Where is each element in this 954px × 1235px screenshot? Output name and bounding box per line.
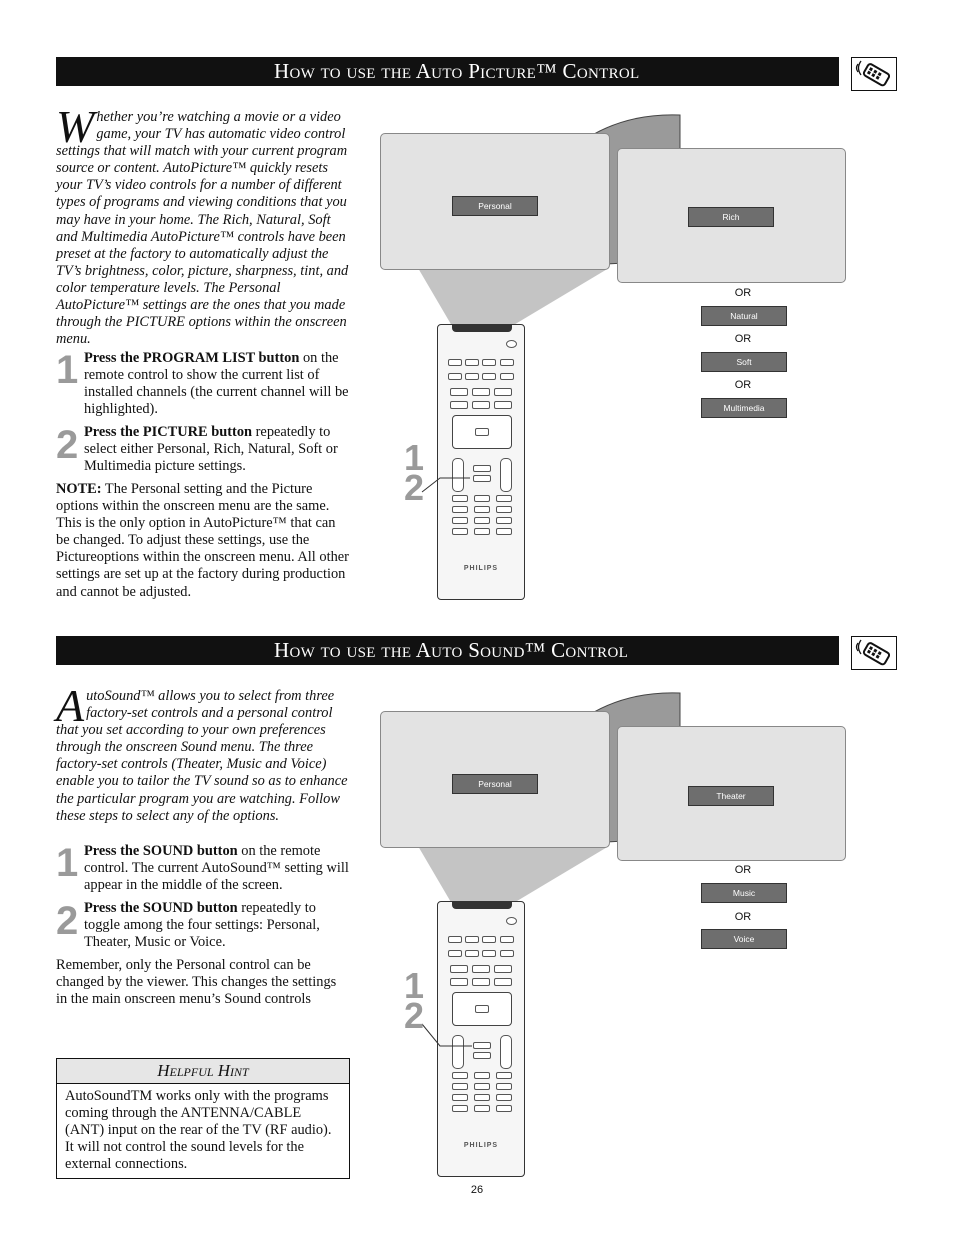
digit-key (496, 1094, 512, 1101)
intro-text: hether you’re watching a movie or a video game, your TV has automatic video control settings that will match with your current program source or content. AutoPicture™ quickly resets your TV’s video controls for a number of different types of programs and viewing conditions that you may have in your home. The Rich, Natural, Soft and Multimedia AutoPicture™ controls have been preset at the factory to automatically adjust the TV’s brightness, color, picture, sharpness, tint, and color temperature levels. The Personal AutoPicture™ settings are the ones that you made through the PICTURE options within the onscreen menu. (56, 109, 349, 348)
step-2-text (84, 900, 350, 951)
note-paragraph (56, 481, 351, 601)
digit-key (452, 1083, 468, 1090)
remote-key (465, 950, 479, 957)
remote-control-icon (851, 57, 897, 91)
digit-key (452, 528, 468, 535)
remote-key (450, 401, 468, 409)
setting-label-soft: Soft (701, 352, 787, 372)
hint-title: Helpful Hint (57, 1059, 349, 1084)
dropcap: W (56, 101, 95, 152)
remote-key (472, 388, 490, 396)
section-title-auto-picture: How to use the Auto Picture™ Control (56, 57, 839, 86)
digit-key (496, 517, 512, 524)
digit-key (496, 495, 512, 502)
step-2-button-name: Press the SOUND button (84, 900, 238, 916)
callout-number-1: 1 (404, 437, 425, 478)
remote-key (482, 373, 496, 380)
remote-key (465, 936, 479, 943)
or-label: OR (734, 379, 752, 391)
step-1-text (84, 350, 350, 418)
remote-key (448, 359, 462, 366)
remote-key (448, 950, 462, 957)
digit-key (474, 528, 490, 535)
step-1-button-name: Press the PROGRAM LIST button (84, 350, 300, 366)
remote-key (482, 359, 496, 366)
remote-key (472, 978, 490, 986)
digit-key (496, 1083, 512, 1090)
digit-key (496, 1072, 512, 1079)
digit-key (474, 517, 490, 524)
step-2-description: repeatedly to select either Personal, Rich, Natural, Soft or Multimedia picture settings. (84, 424, 338, 475)
remote-key (500, 373, 514, 380)
remote-key (494, 388, 512, 396)
step-1-description: on the remote control. The current AutoSound™ setting will appear in the middle of the screen. (84, 843, 349, 894)
callout-number-1: 1 (404, 965, 425, 1006)
remote-key (494, 978, 512, 986)
remote-key (472, 401, 490, 409)
remote-key (472, 965, 490, 973)
step-2-button-name: Press the PICTURE button (84, 424, 253, 440)
setting-label-theater: Theater (688, 786, 774, 806)
digit-key (452, 1094, 468, 1101)
intro-paragraph-sound (56, 680, 351, 825)
or-label: OR (734, 911, 752, 923)
channel-rocker (500, 1035, 512, 1069)
remote-control-icon (851, 636, 897, 670)
step-number-2: 2 (56, 423, 79, 467)
remote-ir-window (452, 325, 512, 332)
channel-rocker (500, 458, 512, 492)
digit-key (474, 1083, 490, 1090)
remote-key (450, 978, 468, 986)
digit-key (452, 1105, 468, 1112)
remote-brand-logo: PHILIPS (463, 1142, 499, 1149)
remote-key (482, 936, 496, 943)
step-number-1: 1 (56, 348, 79, 392)
callout-number-2: 2 (404, 995, 425, 1036)
setting-label-natural: Natural (701, 306, 787, 326)
remote-key (494, 965, 512, 973)
setting-label-voice: Voice (701, 929, 787, 949)
remote-key (465, 359, 479, 366)
remote-key (500, 359, 514, 366)
digit-key (496, 528, 512, 535)
callout-number-2: 2 (404, 467, 425, 508)
digit-key (474, 1094, 490, 1101)
digit-key (496, 1105, 512, 1112)
power-button (506, 340, 517, 348)
step-number-2: 2 (56, 899, 79, 943)
remote-key (482, 950, 496, 957)
setting-label-rich: Rich (688, 207, 774, 227)
remote-key (448, 373, 462, 380)
helpful-hint-box (56, 1058, 350, 1179)
setting-label-personal: Personal (452, 196, 538, 216)
digit-key (474, 1072, 490, 1079)
intro-text: utoSound™ allows you to select from three factory-set controls and a personal control that you set according to your own preferences through the onscreen Sound menu. The three factory-set controls (Theater, Music and Voice) enable you to tailor the TV sound so as to enhance the particular program you are watching. Follow these steps to select any of the options. (56, 688, 348, 824)
power-button (506, 917, 517, 925)
step-number-1: 1 (56, 841, 79, 885)
step-1-button-name: Press the SOUND button (84, 843, 238, 859)
step-1-text (84, 843, 350, 894)
digit-key (452, 1072, 468, 1079)
remote-key (500, 936, 514, 943)
section-title-auto-sound: How to use the Auto Sound™ Control (56, 636, 839, 665)
remote-key (465, 373, 479, 380)
dropcap: A (56, 680, 85, 731)
step-2-text (84, 424, 350, 475)
ok-button (475, 428, 489, 436)
remote-brand-logo: PHILIPS (463, 565, 499, 572)
remote-ir-window (452, 902, 512, 909)
or-label: OR (734, 333, 752, 345)
digit-key (474, 1105, 490, 1112)
remote-key (448, 936, 462, 943)
setting-label-personal: Personal (452, 774, 538, 794)
note-label: NOTE: (56, 481, 102, 497)
digit-key (496, 506, 512, 513)
remote-key (500, 950, 514, 957)
remote-key (450, 965, 468, 973)
step-2-description: repeatedly to toggle among the four settings: Personal, Theater, Music or Voice. (84, 900, 320, 951)
intro-paragraph-picture (56, 101, 351, 348)
remote-key (494, 401, 512, 409)
or-label: OR (734, 287, 752, 299)
remember-paragraph: Remember, only the Personal control can be changed by the viewer. This changes the settings in the main onscreen menu’s Sound controls (56, 957, 337, 1008)
or-label: OR (734, 864, 752, 876)
setting-label-music: Music (701, 883, 787, 903)
digit-key (452, 517, 468, 524)
note-text: The Personal setting and the Picture options within the onscreen menu are the same. This is the only option in AutoPicture™ that can be changed. To adjust these settings, use the Pictureoptions within the onscreen menu. All other settings are set up at the factory during production and cannot be adjusted. (56, 481, 349, 600)
remote-key (450, 388, 468, 396)
hint-body: AutoSoundTM works only with the programs coming through the ANTENNA/CABLE (ANT) input on the rear of the TV (RF audio). It will not control the sound levels for the external connections. (65, 1088, 332, 1172)
page-number: 26 (470, 1184, 484, 1196)
step-1-description: on the remote control to show the current list of installed channels (the current channel will be highlighted). (84, 350, 349, 418)
setting-label-multimedia: Multimedia (701, 398, 787, 418)
